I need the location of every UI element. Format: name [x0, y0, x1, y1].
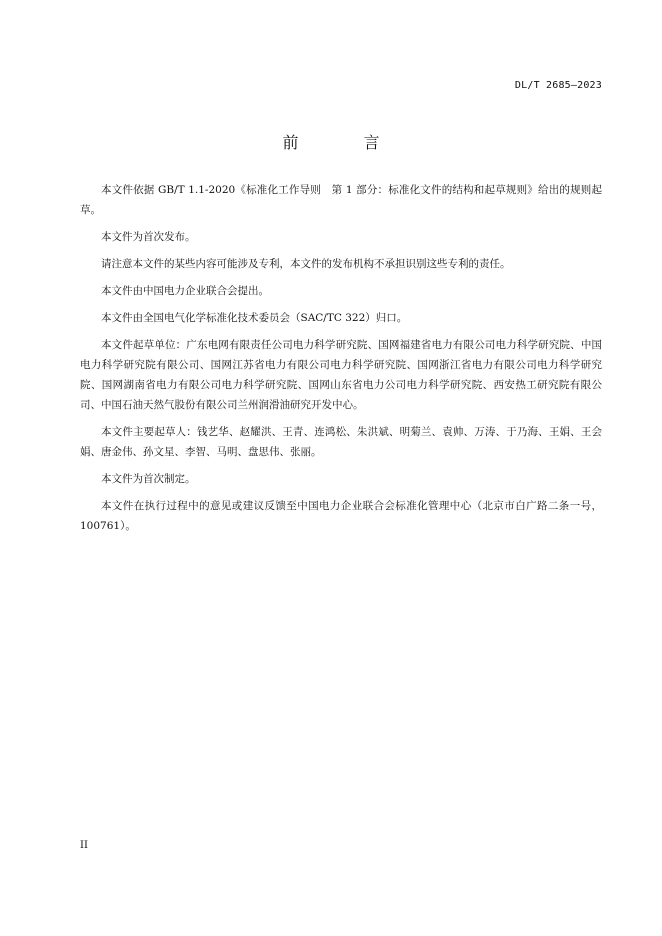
- standard-code: DL/T 2685—2023: [514, 80, 602, 91]
- paragraph-first-formulation: 本文件为首次制定。: [101, 473, 196, 485]
- paragraph-patent-notice: 请注意本文件的某些内容可能涉及专利，本文件的发布机构不承担识别这些专利的责任。: [101, 258, 511, 270]
- paragraph-basis: 本文件依据 GB/T 1.1-2020《标准化工作导则 第 1 部分：标准化文件的结构和起草规则》给出的规则起草。: [80, 184, 602, 216]
- paragraph-drafting-units: 本文件起草单位：广东电网有限责任公司电力科学研究院、国网福建省电力有限公司电力科学研究院、中国电力科学研究院有限公司、国网江苏省电力有限公司电力科学研究院、国网浙江省电力有限公司电力科学研究院、国网湖南省电力有限公司电力科学研究院、国网山东省电力公司电力科学研究院、西安热工研究院有限公司、中国石油天然气股份有限公司兰州润滑油研究开发中心。: [80, 339, 602, 411]
- paragraph-first-release: 本文件为首次发布。: [101, 231, 196, 243]
- document-body: [80, 180, 602, 543]
- page-title: 前 言: [282, 133, 410, 152]
- paragraph-committee: 本文件由全国电气化学标准化技术委员会（SAC/TC 322）归口。: [101, 312, 408, 324]
- page-number: II: [80, 840, 88, 851]
- paragraph-proposer: 本文件由中国电力企业联合会提出。: [101, 285, 269, 297]
- paragraph-drafters: 本文件主要起草人：钱艺华、赵耀洪、王青、连鸿松、朱洪斌、明菊兰、袁帅、万涛、于乃海、王娟、王会娟、唐金伟、孙文星、李智、马明、盘思伟、张丽。: [80, 426, 602, 458]
- paragraph-feedback: 本文件在执行过程中的意见或建议反馈至中国电力企业联合会标准化管理中心（北京市白广路二条一号，100761）。: [80, 500, 602, 532]
